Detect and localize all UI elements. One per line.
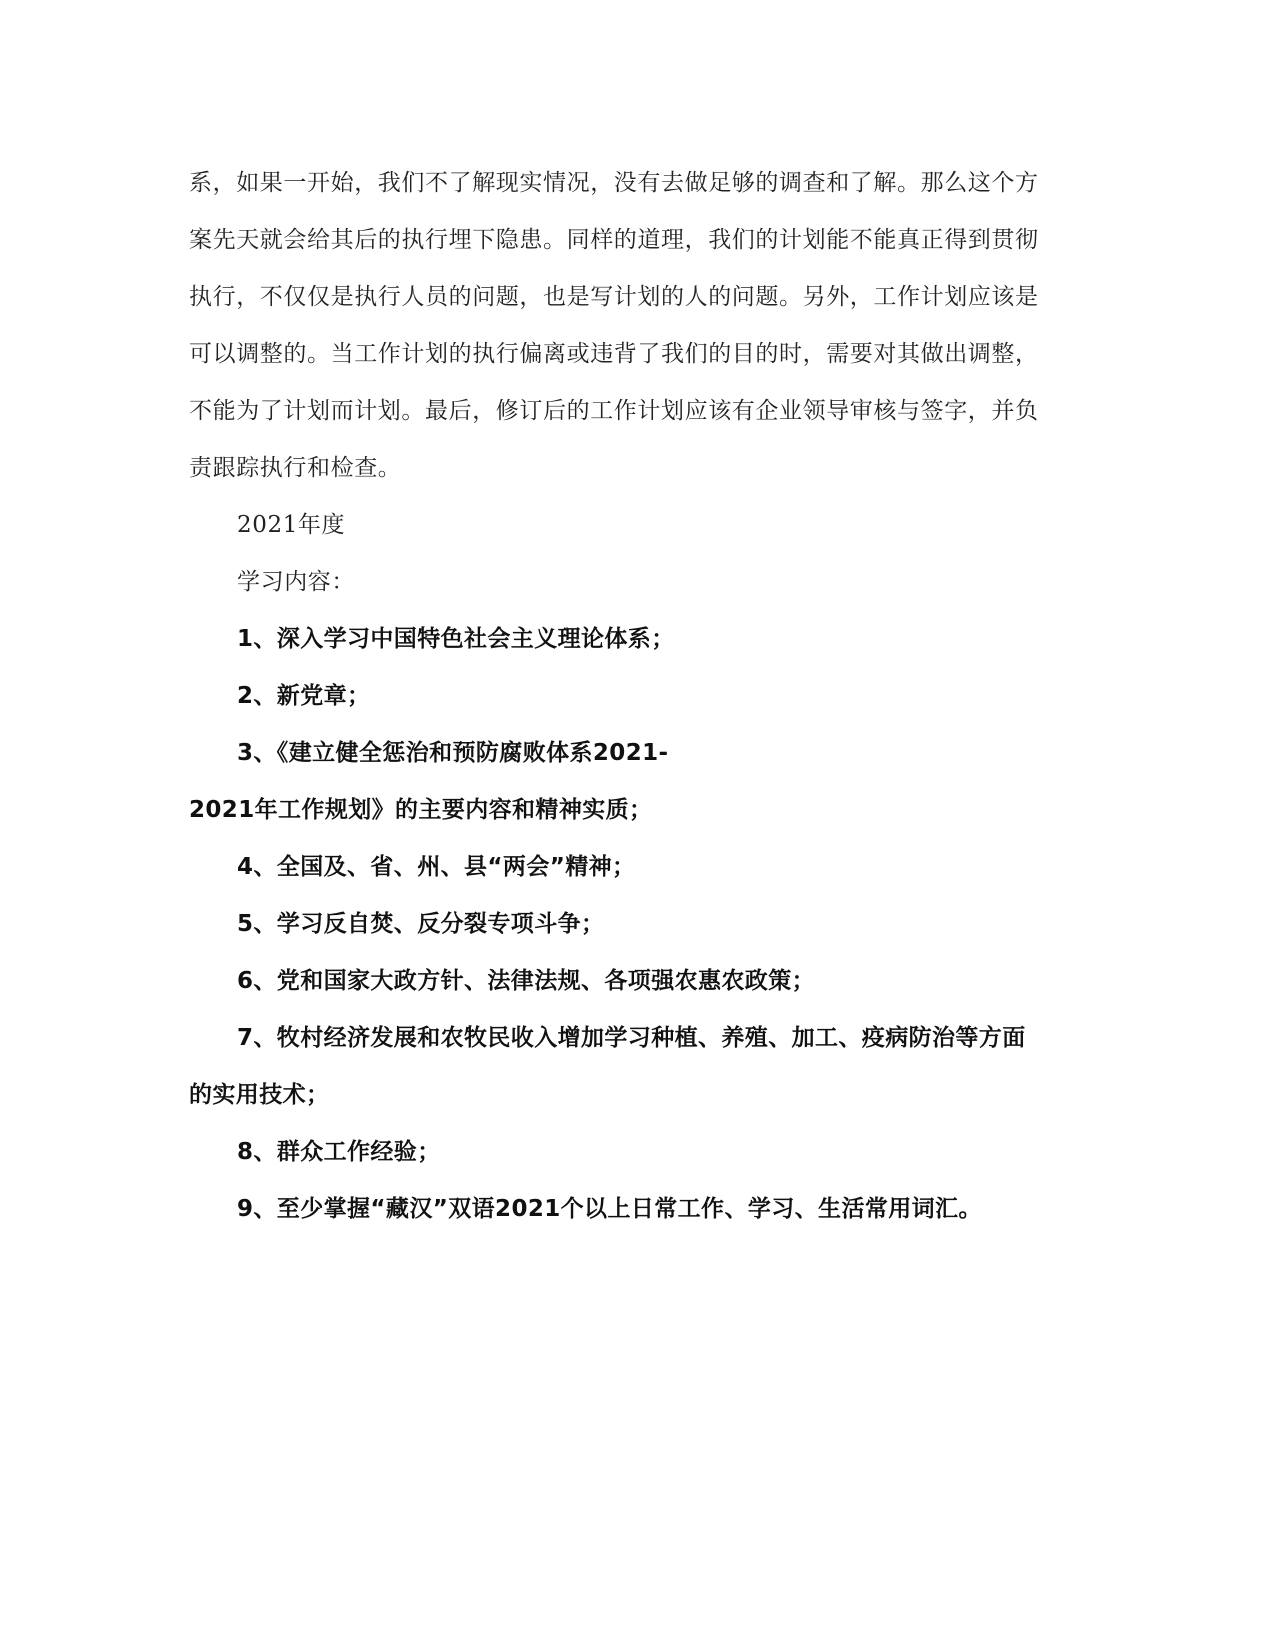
list-item-2: 2、新党章；	[237, 683, 371, 709]
content-label: 学习内容：	[237, 569, 355, 595]
paragraph-line-1: 系，如果一开始，我们不了解现实情况，没有去做足够的调查和了解。那么这个方	[189, 170, 1039, 196]
list-item-1: 1、深入学习中国特色社会主义理论体系；	[237, 626, 675, 652]
list-item-8: 8、群众工作经验；	[237, 1139, 441, 1165]
list-item-6: 6、党和国家大政方针、法律法规、各项强农惠农政策；	[237, 968, 816, 994]
paragraph-line-3: 执行，不仅仅是执行人员的问题，也是写计划的人的问题。另外，工作计划应该是	[189, 284, 1039, 310]
list-item-7-line-2: 的实用技术；	[189, 1082, 330, 1108]
list-item-4: 4、全国及、省、州、县“两会”精神；	[237, 854, 636, 880]
list-item-3-line-2: 2021年工作规划》的主要内容和精神实质；	[189, 797, 653, 823]
paragraph-line-5: 不能为了计划而计划。最后，修订后的工作计划应该有企业领导审核与签字，并负	[189, 398, 1039, 424]
paragraph-line-6: 责跟踪执行和检查。	[189, 455, 402, 481]
list-item-9: 9、至少掌握“藏汉”双语2021个以上日常工作、学习、生活常用词汇。	[237, 1196, 982, 1222]
paragraph-line-4: 可以调整的。当工作计划的执行偏离或违背了我们的目的时，需要对其做出调整，	[189, 341, 1039, 367]
list-item-5: 5、学习反自焚、反分裂专项斗争；	[237, 911, 605, 937]
list-item-3-line-1: 3、《建立健全惩治和预防腐败体系2021-	[237, 740, 669, 766]
year-label: 2021年度	[237, 512, 346, 538]
list-item-7-line-1: 7、牧村经济发展和农牧民收入增加学习种植、养殖、加工、疫病防治等方面	[237, 1025, 1026, 1051]
paragraph-line-2: 案先天就会给其后的执行埋下隐患。同样的道理，我们的计划能不能真正得到贯彻	[189, 227, 1039, 253]
